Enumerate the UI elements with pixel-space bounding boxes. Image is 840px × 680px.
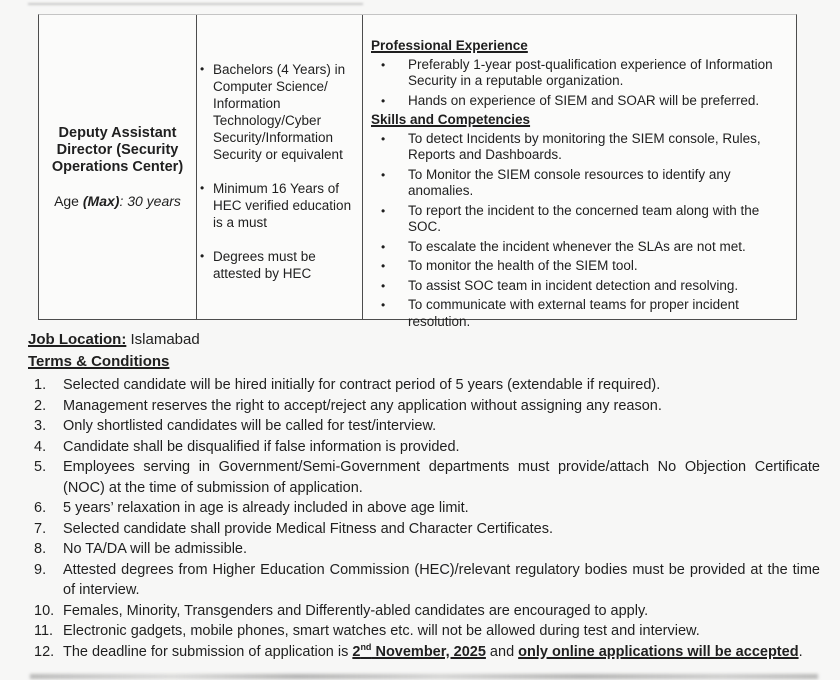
skill-text: To monitor the health of the SIEM tool. (408, 258, 638, 273)
bullet-icon: • (381, 93, 386, 108)
term-item-3 (28, 416, 820, 437)
item-text (63, 642, 820, 663)
term-item-6 (28, 498, 820, 519)
online-only-emphasis: only online applications will be accepted (518, 643, 799, 660)
item-text: Employees serving in Government/Semi-Government departments must provide/attach No Objection Certificate (NOC) at the time of submission of application. (63, 459, 820, 496)
bullet-icon: • (381, 239, 386, 254)
terms-section (28, 329, 820, 662)
bullet-icon: • (381, 203, 386, 218)
skill-item (371, 203, 788, 236)
qualification-text: Minimum 16 Years of HEC verified education is a must (213, 181, 352, 230)
skill-text: To Monitor the SIEM console resources to identify any anomalies. (408, 166, 731, 198)
terms-list (28, 375, 820, 662)
item-text: Candidate shall be disqualified if false information is provided. (63, 438, 460, 455)
item-number: 2. (34, 397, 47, 414)
bullet-icon: • (200, 181, 205, 195)
term-item-12-deadline (28, 642, 820, 663)
position-cell (39, 15, 197, 319)
skill-item (371, 239, 788, 256)
skill-text: To report the incident to the concerned team along with the SOC. (408, 202, 760, 234)
item-number: 7. (34, 520, 47, 537)
deadline-date: 2nd November, 2025 (352, 641, 486, 660)
item-text: Selected candidate shall provide Medical Fitness and Character Certificates. (63, 520, 554, 537)
item-number: 8. (34, 541, 47, 557)
skill-text: To escalate the incident whenever the SLAs are not met. (408, 238, 746, 254)
skill-item (371, 167, 788, 200)
position-title: Deputy Assistant Director (Security Operations Center) (51, 124, 184, 175)
deadline-suffix: . (798, 643, 803, 660)
experience-item (371, 57, 788, 90)
job-location-value: Islamabad (126, 331, 200, 348)
skill-item (371, 278, 788, 295)
item-text: Management reserves the right to accept/reject any application without assigning any reason. (63, 397, 662, 414)
item-number: 5. (34, 459, 47, 475)
bullet-icon: • (381, 278, 386, 293)
bullet-icon: • (381, 57, 386, 72)
item-text: Only shortlisted candidates will be called for test/interview. (63, 418, 437, 434)
qualification-item (200, 248, 356, 282)
item-text: Females, Minority, Transgenders and Differently-abled candidates are encouraged to apply. (63, 602, 649, 619)
term-item-11 (28, 621, 820, 642)
item-number: 12. (34, 643, 55, 660)
experience-cell (363, 15, 796, 329)
bullet-icon: • (381, 298, 386, 312)
skills-competencies-heading: Skills and Competencies (371, 112, 531, 127)
qualification-text: Bachelors (4 Years) in Computer Science/ Information Technology/Cyber Security/Information Security or equivalent (213, 62, 346, 162)
bullet-icon: • (381, 259, 386, 273)
term-item-5 (28, 457, 820, 498)
item-number: 10. (34, 602, 55, 619)
bullet-icon: • (200, 249, 205, 263)
age-limit (48, 193, 187, 210)
item-text: Attested degrees from Higher Education Commission (HEC)/relevant regulatory bodies must be provided at the time of interview. (63, 561, 820, 598)
age-max-label: (Max) (82, 192, 120, 209)
ordinal-suffix: nd (360, 641, 372, 652)
qualification-text: Degrees must be attested by HEC (213, 249, 316, 281)
term-item-2 (28, 396, 820, 417)
skill-item (371, 297, 788, 330)
deadline-prefix: The deadline for submission of application is (63, 643, 353, 660)
bullet-icon: • (381, 167, 386, 182)
item-number: 3. (34, 418, 47, 434)
item-number: 11. (34, 623, 54, 639)
experience-text: Hands on experience of SIEM and SOAR will be preferred. (408, 92, 760, 108)
item-number: 1. (34, 377, 47, 393)
experience-text: Preferably 1-year post-qualification experience of Information Security in a reputable organization. (408, 56, 773, 88)
qualification-item (200, 180, 356, 231)
item-text: 5 years’ relaxation in age is already included in above age limit. (63, 500, 469, 516)
item-number: 4. (34, 438, 47, 455)
skill-text: To communicate with external teams for proper incident resolution. (408, 297, 739, 329)
bullet-icon: • (381, 131, 386, 146)
job-position-table (38, 14, 797, 329)
skill-item (371, 131, 788, 164)
cropped-next-line-remnant (30, 674, 818, 679)
professional-experience-heading: Professional Experience (371, 38, 528, 53)
term-item-9 (28, 560, 820, 601)
term-item-10 (28, 601, 820, 622)
job-location-label: Job Location: (28, 331, 127, 348)
qualification-cell (197, 15, 363, 319)
term-item-8 (28, 539, 820, 560)
item-text: No TA/DA will be admissible. (63, 541, 248, 557)
job-location-line (28, 329, 820, 351)
term-item-7 (28, 519, 820, 540)
terms-heading: Terms & Conditions (28, 353, 170, 370)
deadline-connector: and (485, 643, 519, 660)
age-value: : 30 years (119, 192, 181, 209)
skill-item (371, 258, 788, 275)
skill-text: To assist SOC team in incident detection and resolving. (408, 277, 739, 293)
qualification-item (200, 61, 356, 163)
age-label: Age (54, 192, 83, 209)
item-number: 6. (34, 500, 47, 516)
bullet-icon: • (200, 62, 205, 76)
item-text: Selected candidate will be hired initially for contract period of 5 years (extendable if required). (63, 377, 661, 393)
cropped-table-border-remnant (28, 3, 363, 5)
term-item-1 (28, 375, 820, 396)
skill-text: To detect Incidents by monitoring the SIEM console, Rules, Reports and Dashboards. (408, 130, 761, 162)
term-item-4 (28, 437, 820, 458)
item-number: 9. (34, 561, 47, 578)
experience-item (371, 93, 788, 110)
item-text: Electronic gadgets, mobile phones, smart watches etc. will not be allowed during test and interview. (63, 623, 700, 639)
